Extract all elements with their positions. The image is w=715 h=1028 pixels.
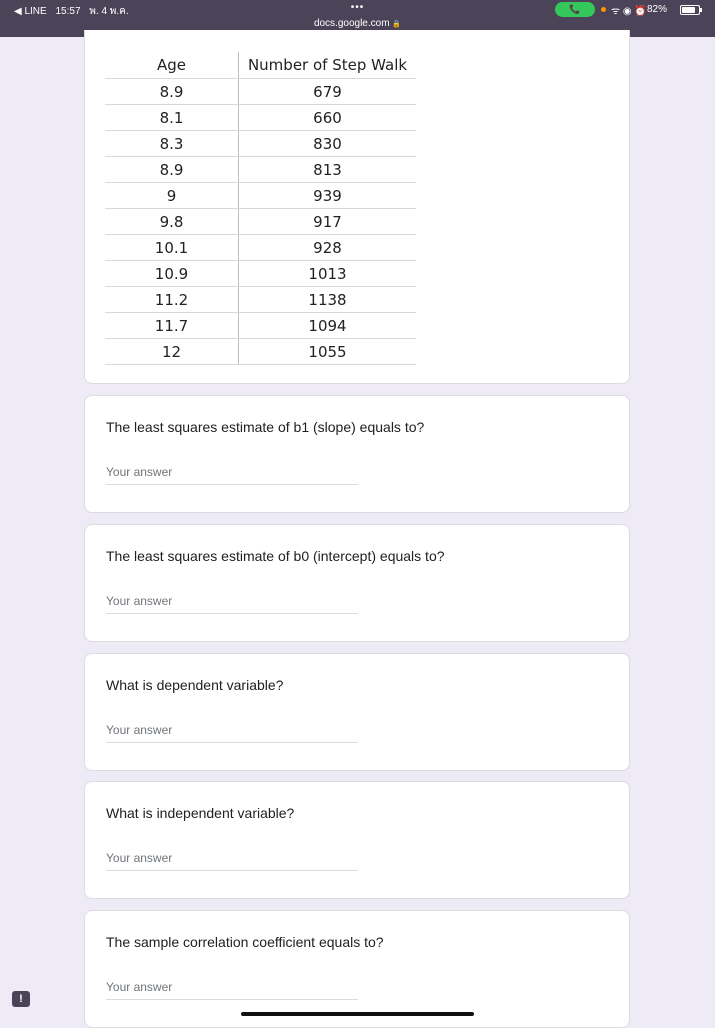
table-row — [105, 131, 416, 157]
status-date: พ. 4 พ.ค. — [89, 6, 129, 17]
table-row — [105, 105, 416, 131]
age-cell: 11.2 — [105, 287, 239, 313]
home-indicator[interactable] — [241, 1012, 474, 1016]
steps-cell: 1138 — [239, 287, 417, 313]
answer-field[interactable] — [106, 465, 358, 485]
steps-cell: 928 — [239, 235, 417, 261]
battery-icon — [680, 5, 700, 15]
age-cell: 8.3 — [105, 131, 239, 157]
battery-percent: 82% — [646, 4, 667, 15]
answer-input-dependent[interactable] — [106, 723, 358, 737]
table-header-row — [105, 52, 416, 79]
steps-cell: 830 — [239, 131, 417, 157]
age-cell: 9.8 — [105, 209, 239, 235]
battery-nub — [700, 8, 702, 12]
steps-cell: 679 — [239, 79, 417, 105]
answer-field[interactable] — [106, 723, 358, 743]
table-image-card — [84, 30, 630, 384]
steps-cell: 813 — [239, 157, 417, 183]
status-icons: ᯤ ◉ ⏰ — [611, 6, 647, 17]
battery-fill — [682, 7, 695, 13]
phone-icon: 📞 — [569, 4, 581, 14]
question-title: The least squares estimate of b1 (slope) equals to? — [106, 419, 425, 435]
table-row — [105, 183, 416, 209]
question-title: What is dependent variable? — [106, 677, 284, 693]
header-steps: Number of Step Walk — [239, 52, 417, 79]
question-card-intercept — [84, 524, 630, 642]
steps-cell: 939 — [239, 183, 417, 209]
question-card-slope — [84, 395, 630, 513]
answer-input-independent[interactable] — [106, 851, 358, 865]
report-problem-icon[interactable]: ! — [12, 991, 30, 1007]
steps-cell: 660 — [239, 105, 417, 131]
answer-field[interactable] — [106, 851, 358, 871]
age-cell: 12 — [105, 339, 239, 365]
url-text: docs.google.com — [313, 18, 390, 29]
table-row — [105, 339, 416, 365]
status-time: 15:57 — [55, 6, 81, 17]
steps-cell: 1055 — [239, 339, 417, 365]
question-title: What is independent variable? — [106, 805, 295, 821]
table-row — [105, 209, 416, 235]
age-cell: 10.9 — [105, 261, 239, 287]
url-bar[interactable] — [0, 18, 715, 29]
age-cell: 11.7 — [105, 313, 239, 339]
lock-icon: 🔒 — [392, 21, 402, 28]
table-row — [105, 235, 416, 261]
steps-cell: 917 — [239, 209, 417, 235]
data-table — [105, 52, 416, 365]
answer-input-slope[interactable] — [106, 465, 358, 479]
active-call-button[interactable] — [555, 2, 595, 17]
answer-field[interactable] — [106, 594, 358, 614]
age-cell: 8.9 — [105, 157, 239, 183]
table-row — [105, 313, 416, 339]
age-cell: 9 — [105, 183, 239, 209]
answer-input-correlation[interactable] — [106, 980, 358, 994]
mic-indicator-icon — [601, 7, 606, 12]
answer-field[interactable] — [106, 980, 358, 1000]
table-row — [105, 157, 416, 183]
table-row — [105, 287, 416, 313]
back-to-line-button[interactable]: ◀ LINE — [14, 6, 47, 17]
age-cell: 8.1 — [105, 105, 239, 131]
question-title: The sample correlation coefficient equals to? — [106, 934, 384, 950]
question-title: The least squares estimate of b0 (intercept) equals to? — [106, 548, 445, 564]
answer-input-intercept[interactable] — [106, 594, 358, 608]
question-card-correlation — [84, 910, 630, 1028]
question-card-dependent — [84, 653, 630, 771]
age-cell: 10.1 — [105, 235, 239, 261]
age-cell: 8.9 — [105, 79, 239, 105]
steps-cell: 1094 — [239, 313, 417, 339]
more-dots-icon[interactable]: ••• — [350, 2, 365, 13]
table-row — [105, 79, 416, 105]
header-age: Age — [105, 52, 239, 79]
steps-cell: 1013 — [239, 261, 417, 287]
question-card-independent — [84, 781, 630, 899]
table-row — [105, 261, 416, 287]
